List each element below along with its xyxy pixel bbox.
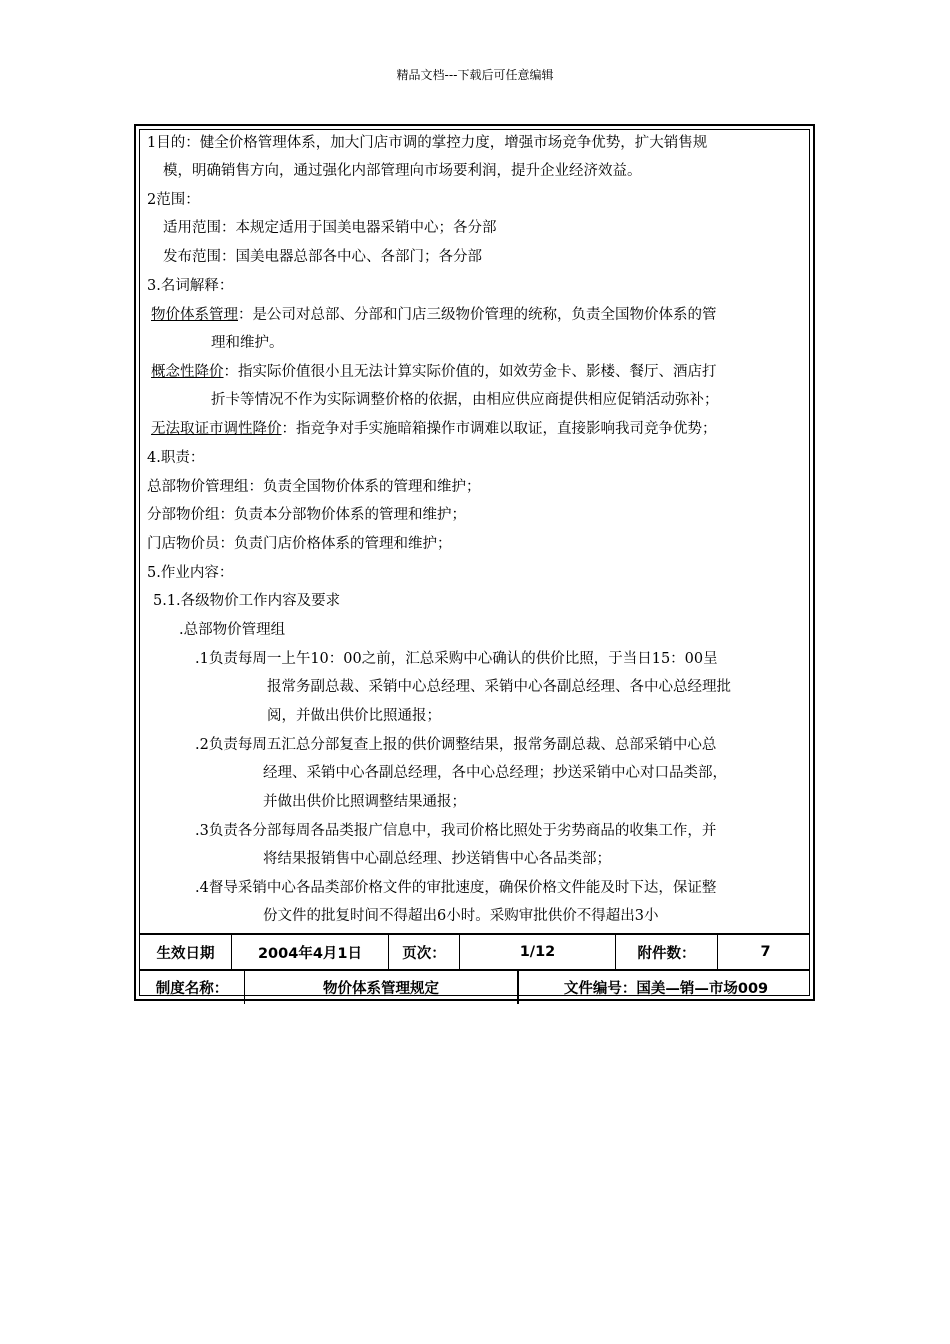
definitions-heading: 3.名词解释： (147, 278, 234, 294)
scope-applicable: 适用范围：本规定适用于国美电器采销中心；各分部 (163, 220, 497, 236)
page-value: 1/12 (459, 935, 615, 969)
purpose-line-2: 模，明确销售方向，通过强化内部管理向市场要利润，提升企业经济效益。 (163, 163, 642, 179)
definition-1-cont: 理和维护。 (211, 335, 284, 351)
attachments-label: 附件数： (615, 935, 717, 969)
definition-3 (151, 419, 717, 439)
item-4-line-2: 份文件的批复时间不得超出6小时。采购审批供价不得超出3小 (263, 908, 659, 924)
item-1-line-1: .1负责每周一上午10：00之前，汇总采购中心确认的供价比照，于当日15：00呈 (195, 651, 718, 667)
definition-2-term: 概念性降价 (151, 364, 224, 380)
item-2-line-3: 并做出供价比照调整结果通报； (263, 794, 466, 810)
effective-date-label: 生效日期 (156, 945, 215, 962)
definition-3-text: ：指竞争对手实施暗箱操作市调难以取证，直接影响我司竞争优势； (281, 421, 717, 437)
content-heading: 5.作业内容： (147, 565, 234, 581)
scope-heading: 2范围： (147, 192, 200, 208)
duty-store: 门店物价员：负责门店价格体系的管理和维护； (147, 536, 452, 552)
definition-2-cont: 折卡等情况不作为实际调整价格的依据，由相应供应商提供相应促销活动弥补； (211, 392, 719, 408)
item-1-line-3: 阅，并做出供价比照通报； (267, 708, 441, 724)
watermark-header: 精品文档---下载后可任意编辑 (396, 68, 554, 82)
definition-1-text: ：是公司对总部、分部和门店三级物价管理的统称，负责全国物价体系的管 (238, 307, 717, 323)
document-body (140, 130, 809, 933)
item-2-line-1: .2负责每周五汇总分部复查上报的供价调整结果，报常务副总裁、总部采销中心总 (195, 737, 717, 753)
item-4-line-1: .4督导采销中心各品类部价格文件的审批速度，确保价格文件能及时下达，保证整 (195, 880, 717, 896)
doc-name-label: 制度名称： (155, 981, 229, 997)
scope-release: 发布范围：国美电器总部各中心、各部门；各分部 (163, 249, 482, 265)
definition-3-term: 无法取证市调性降价 (151, 421, 282, 437)
duty-hq: 总部物价管理组：负责全国物价体系的管理和维护； (147, 479, 481, 495)
purpose-line-1: 1目的：健全价格管理体系，加大门店市调的掌控力度，增强市场竞争优势，扩大销售规 (147, 135, 708, 151)
attachments-value: 7 (717, 935, 813, 969)
definition-1-term: 物价体系管理 (151, 307, 238, 323)
item-3-line-1: .3负责各分部每周各品类报广信息中，我司价格比照处于劣势商品的收集工作，并 (195, 823, 717, 839)
item-1-line-2: 报常务副总裁、采销中心总经理、采销中心各副总经理、各中心总经理批 (267, 679, 731, 695)
subsection-hq: .总部物价管理组 (179, 622, 286, 638)
definition-2-text: ：指实际价值很小且无法计算实际价值的，如效劳金卡、影楼、餐厅、酒店打 (223, 364, 717, 380)
document-frame (134, 124, 815, 1001)
item-3-line-2: 将结果报销售中心副总经理、抄送销售中心各品类部； (263, 851, 611, 867)
effective-date-value: 2004年4月1日 (231, 935, 388, 969)
section-5-1: 5.1.各级物价工作内容及要求 (153, 593, 341, 609)
duty-branch: 分部物价组：负责本分部物价体系的管理和维护； (147, 507, 466, 523)
doc-number: 文件编号：国美—销—市场009 (517, 971, 813, 1004)
footer-row-1 (140, 933, 809, 969)
footer-row-2 (140, 969, 809, 1004)
definition-1 (151, 305, 717, 325)
definition-2 (151, 362, 717, 382)
page-label: 页次： (388, 935, 459, 969)
item-2-line-2: 经理、采销中心各副总经理，各中心总经理；抄送采销中心对口品类部， (263, 765, 727, 781)
doc-name-value: 物价体系管理规定 (244, 971, 517, 1004)
document-inner-border (139, 129, 810, 996)
duties-heading: 4.职责： (147, 450, 205, 466)
